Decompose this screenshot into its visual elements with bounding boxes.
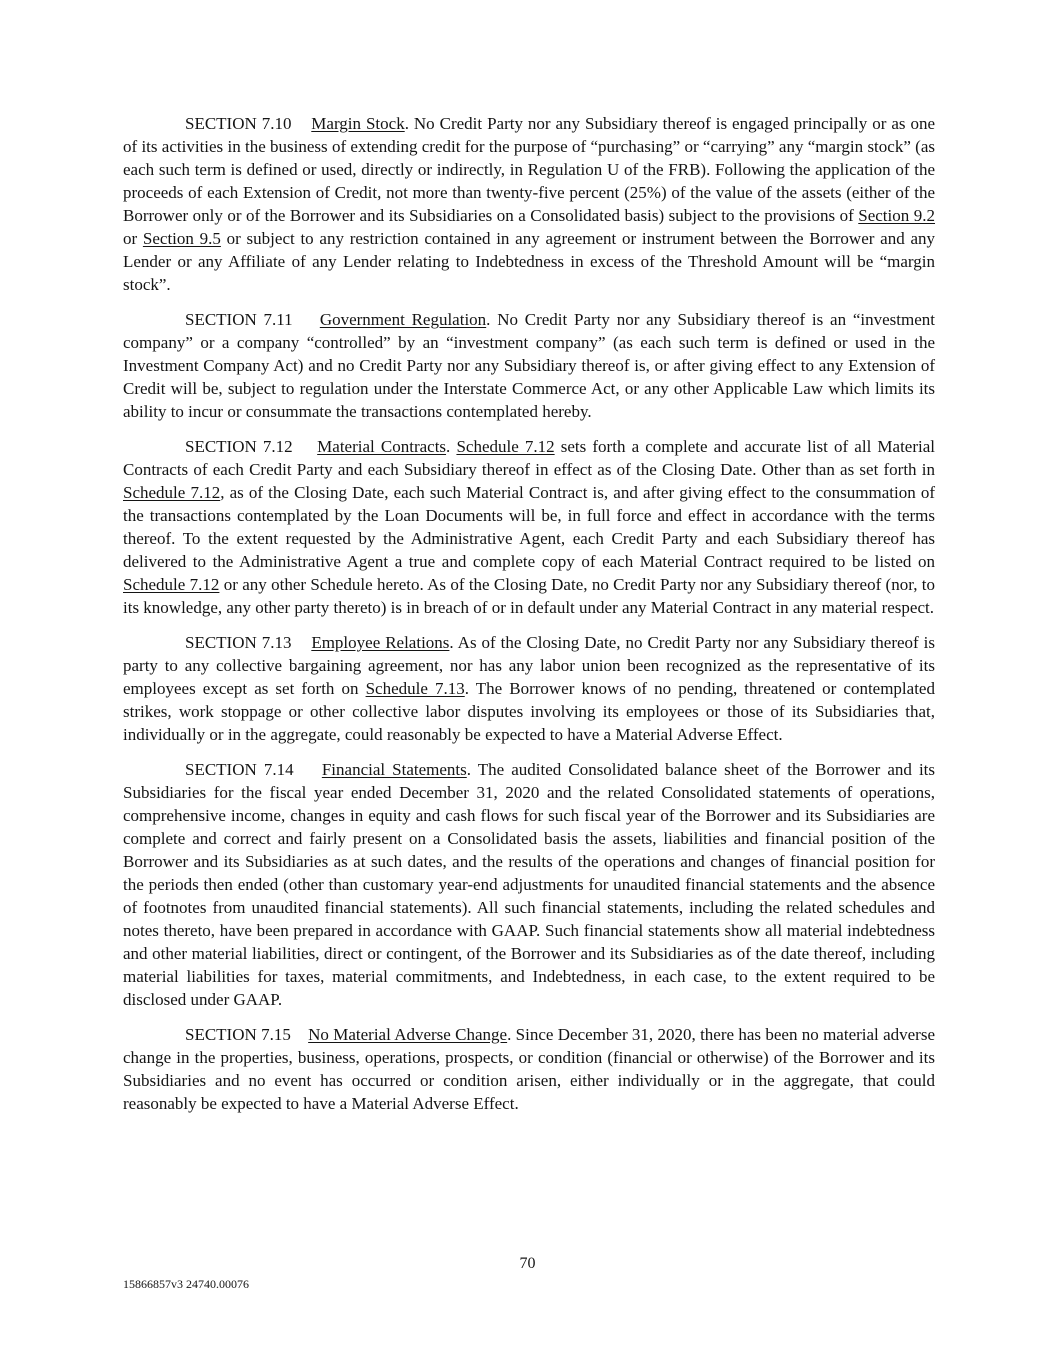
- text-run: SECTION 7.14: [185, 760, 322, 779]
- paragraph-section-7-14: [123, 758, 935, 1011]
- text-run: . Since December 31, 2020, there has been no material adverse change in the properties, business, operations, prospects, or condition (financial or otherwise) of the Borrower and its Subsidiaries and no event has occurred or condition arisen, either individually or in the aggregate, that could reasonably be expected to have a Material Adverse Effect.: [123, 1025, 936, 1113]
- underlined-reference: Financial Statements: [321, 760, 467, 779]
- text-run: . The Borrower knows of no pending, threatened or contemplated strikes, work stoppage or other collective labor disputes involving its employees or those of its Subsidiaries that, individually or in the aggregate, could reasonably be expected to have a Material Adverse Effect.: [123, 679, 935, 744]
- text-run: . The audited Consolidated balance sheet of the Borrower and its Subsidiaries for the fiscal year ended December 31, 2020 and the related Consolidated statements of operations, comprehensive income, changes in equity and cash flows for such fiscal year of the Borrower and its Subsidiaries are complete and correct and fairly present on a Consolidated basis the assets, liabilities and financial position of the Borrower and its Subsidiaries as at such dates, and the results of the operations and changes of financial position for the periods then ended (other than customary year-end adjustments for unaudited financial statements and the absence of footnotes from unaudited financial statements). All such financial statements, including the related schedules and notes thereto, have been prepared in accordance with GAAP. Such financial statements show all material indebtedness and other material liabilities, direct or contingent, of the Borrower and its Subsidiaries as of the date thereof, including material liabilities for taxes, material commitments, and Indebtedness, in each case, to the extent required to be disclosed under GAAP.: [123, 760, 936, 1009]
- text-run: sets forth a complete and accurate list of all Material Contracts of each Credit Party and each Subsidiary thereof in effect as of the Closing Date. Other than as set forth in: [123, 437, 935, 479]
- underlined-reference: Schedule 7.13: [365, 679, 465, 698]
- text-run: SECTION 7.11: [185, 310, 320, 329]
- underlined-reference: Section 9.2: [858, 206, 936, 225]
- underlined-reference: Government Regulation: [319, 310, 487, 329]
- paragraph-section-7-15: [123, 1023, 935, 1115]
- text-run: . No Credit Party nor any Subsidiary thereof is an “investment company” or a company “controlled” by an “investment company” (as each such term is defined or used in the Investment Company Act) and no Credit Party nor any Subsidiary thereof is, or after giving effect to any Extension of Credit will be, subject to regulation under the Interstate Commerce Act, or any other Applicable Law which limits its ability to incur or consummate the transactions contemplated hereby.: [123, 310, 935, 421]
- underlined-reference: Material Contracts: [317, 437, 447, 456]
- document-body: [123, 112, 935, 1127]
- underlined-reference: Employee Relations: [311, 633, 450, 652]
- text-run: . No Credit Party nor any Subsidiary thereof is engaged principally or as one of its activities in the business of extending credit for the purpose of “purchasing” or “carrying” any “margin stock” (as each such term is defined or used, directly or indirectly, in Regulation U of the FRB). Following the application of the proceeds of each Extension of Credit, not more than twenty-five percent (25%) of the value of the assets (either of the Borrower only or of the Borrower and its Subsidiaries on a Consolidated basis) subject to the provisions of: [123, 114, 935, 225]
- paragraph-section-7-13: [123, 631, 935, 746]
- text-run: or any other Schedule hereto. As of the Closing Date, no Credit Party nor any Subsidiary thereof (nor, to its knowledge, any other party thereto) is in breach of or in default under any Material Contract in any material respect.: [123, 575, 935, 617]
- text-run: SECTION 7.13: [185, 633, 312, 652]
- document-id-stamp: 15866857v3 24740.00076: [123, 1277, 249, 1291]
- text-run: SECTION 7.10: [185, 114, 312, 133]
- underlined-reference: No Material Adverse Change: [308, 1025, 508, 1044]
- underlined-reference: Schedule 7.12: [456, 437, 555, 456]
- underlined-reference: Section 9.5: [142, 229, 221, 248]
- text-run: .: [446, 437, 457, 456]
- text-run: SECTION 7.15: [185, 1025, 309, 1044]
- paragraph-section-7-11: [123, 308, 935, 423]
- text-run: or: [123, 229, 143, 248]
- text-run: , as of the Closing Date, each such Material Contract is, and after giving effect to the consummation of the transactions contemplated by the Loan Documents will be, in full force and effect in accordance with the terms thereof. To the extent requested by the Administrative Agent, each Credit Party and each Subsidiary thereof has delivered to the Administrative Agent a true and complete copy of each Material Contract required to be listed on: [123, 483, 935, 571]
- underlined-reference: Margin Stock: [311, 114, 405, 133]
- underlined-reference: Schedule 7.12: [123, 575, 220, 594]
- text-run: SECTION 7.12: [185, 437, 318, 456]
- underlined-reference: Schedule 7.12: [123, 483, 221, 502]
- paragraph-section-7-12: [123, 435, 935, 619]
- text-run: . As of the Closing Date, no Credit Party nor any Subsidiary thereof is party to any collective bargaining agreement, nor has any labor union been recognized as the representative of its employees except as set forth on: [123, 633, 935, 698]
- text-run: or subject to any restriction contained in any agreement or instrument between the Borrower and any Lender or any Affiliate of any Lender relating to Indebtedness in excess of the Threshold Amount will be “margin stock”.: [123, 229, 935, 294]
- page-number: 70: [519, 1255, 536, 1272]
- paragraph-section-7-10: [123, 112, 935, 296]
